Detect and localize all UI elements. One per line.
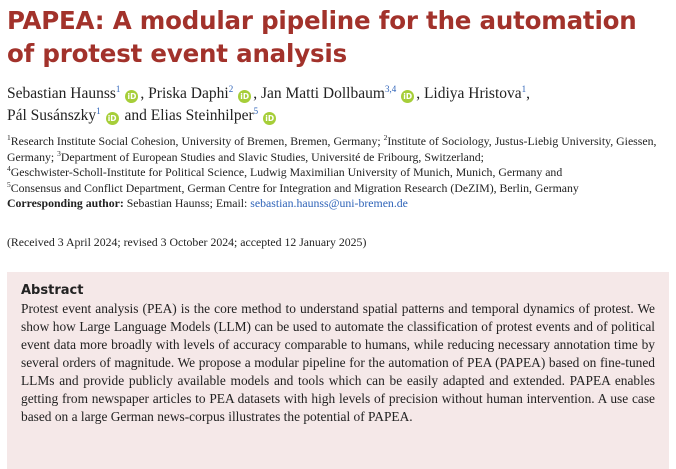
email-link[interactable]: sebastian.haunss@uni-bremen.de — [250, 196, 408, 211]
affiliations — [7, 134, 671, 212]
orcid-icon[interactable]: iD — [238, 90, 251, 103]
abstract-text: Protest event analysis (PEA) is the core method to understand spatial patterns and temporal dynamics of protest. We show how Large Language Models (LLM) can be used to automate the classification of protest events and of political event data more broadly with levels of accuracy comparable to humans, while reducing necessary annotation time by several orders of magnitude. We propose a modular pipeline for the automation of PEA (PAPEA) based on fine-tuned LLMs and provide publicly available models and tools which can be easily adapted and extended. PAPEA enables getting from newspaper articles to PEA datasets with high levels of precision without human intervention. A use case based on a large German news-corpus illustrates the potential of PAPEA. — [21, 301, 655, 424]
corresponding-author — [7, 196, 408, 210]
affiliation-text: Research Institute Social Cohesion, University of Bremen, Bremen, Germany; — [10, 134, 384, 148]
orcid-icon[interactable]: iD — [106, 112, 119, 125]
orcid-icon[interactable]: iD — [125, 90, 138, 103]
affiliation-number: 5 — [7, 179, 11, 189]
corresponding-text: Sebastian Haunss; Email: — [123, 196, 251, 211]
affiliation-marker: 5 — [253, 105, 259, 116]
affiliation-marker: 1 — [521, 83, 527, 94]
author[interactable]: Jan Matti Dollbaum$^{3,4}$iD , — [260, 83, 421, 102]
affiliation-text: Department of European Studies and Slavic Studies, Université de Fribourg, Switzerland; — [60, 149, 484, 164]
paper-title: PAPEA: A modular pipeline for the automation of protest event analysis — [7, 6, 637, 68]
author[interactable]: Lidiya Hristova$^1$, — [423, 83, 531, 102]
received-dates: (Received 3 April 2024; revised 3 October 2024; accepted 12 January 2025) — [7, 235, 367, 249]
affiliation-text: Geschwister-Scholl-Institute for Political Science, Ludwig Maximilian University of Munich, Munich, Germany and — [10, 165, 563, 180]
orcid-icon[interactable]: iD — [263, 112, 276, 125]
author[interactable]: Pál Susánszky$^1$iD and — [7, 105, 147, 124]
abstract-heading: Abstract — [21, 283, 84, 298]
affiliation-number: 1 — [7, 133, 11, 143]
affiliation-text: Consensus and Conflict Department, German Centre for Integration and Migration Research (DeZIM), Berlin, Germany — [10, 180, 579, 195]
author[interactable]: Sebastian Haunss$^1$iD , — [7, 83, 145, 102]
author[interactable]: Elias Steinhilper$^5$iD — [151, 107, 278, 124]
affiliation-marker: 2 — [228, 83, 234, 94]
orcid-icon[interactable]: iD — [401, 90, 414, 103]
affiliation-text: Institute of Sociology, Justus-Liebig University, Giessen, Germany; — [7, 134, 657, 164]
author-list — [7, 83, 671, 127]
affiliation-number: 2 — [383, 133, 388, 143]
affiliation-number: 3 — [57, 148, 61, 158]
affiliation-marker: 1 — [96, 105, 101, 116]
affiliation-number: 4 — [7, 164, 11, 174]
author[interactable]: Priska Daphi$^2$iD , — [148, 83, 258, 102]
affiliation-marker: 3,4 — [384, 83, 397, 94]
corresponding-label: Corresponding author: — [7, 196, 124, 211]
abstract-box — [7, 272, 669, 469]
affiliation-marker: 1 — [115, 83, 121, 94]
